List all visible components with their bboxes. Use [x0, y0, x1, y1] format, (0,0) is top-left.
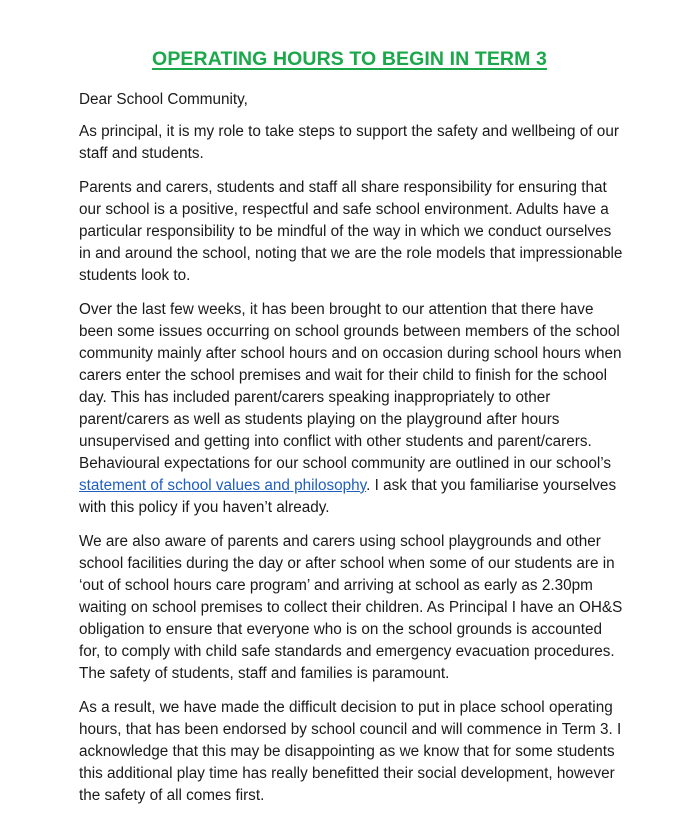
- document-page: [79, 44, 627, 819]
- paragraph-issues-text: Over the last few weeks, it has been brought to our attention that there have been some issues occurring on school grounds between members of the school community mainly after school hours and on occasion during school hours when carers enter the school premises and wait for their child to finish for the school day. This has included parent/carers speaking inappropriately to other parent/carers as well as students playing on the playground after hours unsupervised and getting into conflict with other students and parent/carers. Behavioural expectations for our school community are outlined in our school’s: [79, 301, 622, 472]
- paragraph-role: As principal, it is my role to take steps to support the safety and wellbeing of our staff and students.: [79, 123, 619, 162]
- paragraph-shared-responsibility: Parents and carers, students and staff all share responsibility for ensuring that our school is a positive, respectful and safe school environment. Adults have a particular responsibility to be mindful of the way in which we conduct ourselves in and around the school, noting that we are the role models that impressionable students look to.: [79, 179, 623, 284]
- paragraph-issues-text-end: . I ask that you familiarise yourselves with this policy if you haven’t already.: [79, 477, 617, 516]
- paragraph-decision: As a result, we have made the difficult decision to put in place school operating hours, that has been endorsed by school council and will commence in Term 3. I acknowledge that this may be disappointing as we know that for some students this additional play time has really benefitted their social development, however the safety of all comes first.: [79, 699, 622, 804]
- school-values-link[interactable]: statement of school values and philosophy: [79, 477, 367, 494]
- paragraph-issues: [79, 299, 627, 519]
- page-title: OPERATING HOURS TO BEGIN IN TERM 3: [152, 48, 547, 70]
- salutation: Dear School Community,: [79, 91, 248, 108]
- paragraph-facilities: We are also aware of parents and carers using school playgrounds and other school facilities during the day or after school when some of our students are in ‘out of school hours care program’ and arriving at school as early as 2.30pm waiting on school premises to collect their children. As Principal I have an OH&S obligation to ensure that everyone who is on the school grounds is accounted for, to comply with child safe standards and emergency evacuation procedures. The safety of students, staff and families is paramount.: [79, 533, 623, 682]
